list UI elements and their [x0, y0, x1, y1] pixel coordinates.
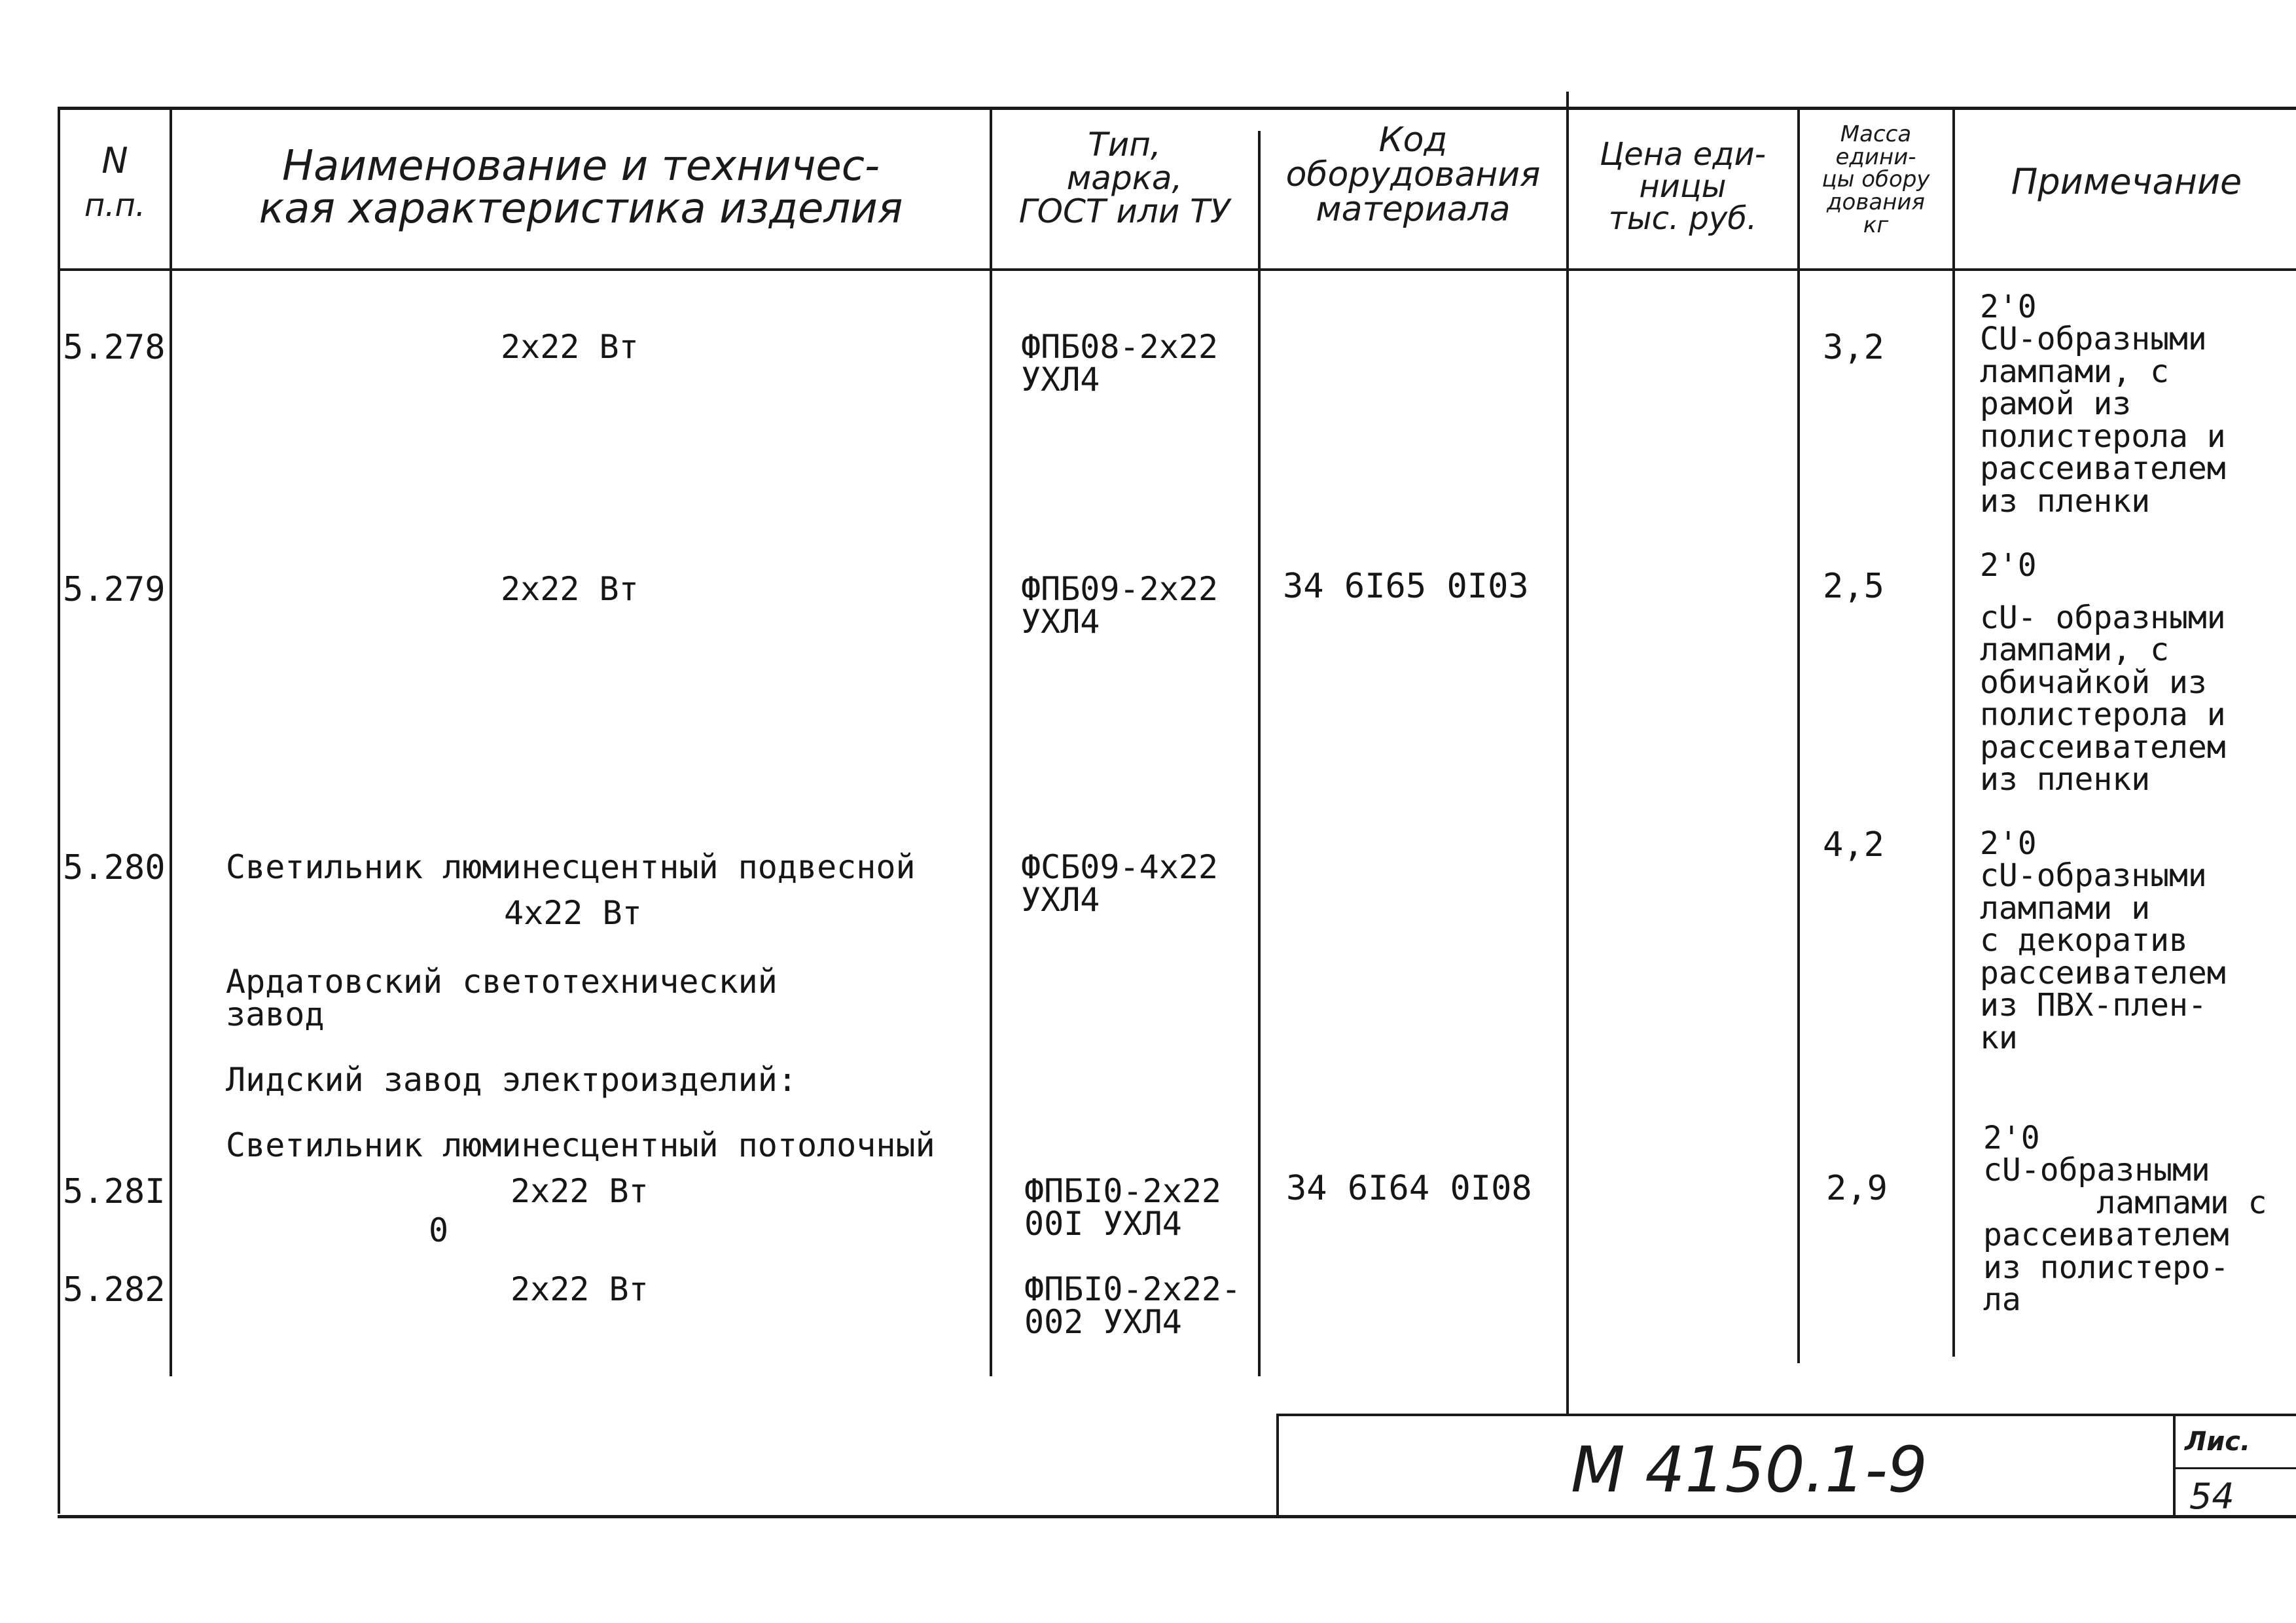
stamp-left-border: [1276, 1414, 1279, 1518]
row-279-type: ФПБ09-2х22 УХЛ4: [1021, 570, 1219, 641]
row-281-mass: 2,9: [1826, 1169, 1888, 1208]
maker-ardatov: Ардатовский светотехнический завод: [226, 963, 778, 1033]
row-281-type: ФПБI0-2х22 00I УХЛ4: [1024, 1172, 1222, 1243]
header-mass: Масса едини- цы обору дования кг: [1821, 121, 1930, 238]
row-279-note-a: 2'0: [1980, 547, 2037, 584]
header-number-n: N: [101, 140, 128, 181]
sheet-number: 54: [2189, 1476, 2234, 1517]
row-278-number: 5.278: [63, 328, 166, 367]
header-bottom-border: [58, 268, 2296, 271]
row-282-name: 2x22 Вт: [511, 1270, 649, 1308]
row-281-name: 2x22 Вт: [511, 1172, 649, 1210]
row-280-type: ФСБ09-4х22 УХЛ4: [1021, 848, 1219, 919]
row-279-name: 2x22 Вт: [501, 570, 639, 608]
page-bottom-border: [58, 1515, 2296, 1518]
header-price: Цена еди- ницы тыс. руб.: [1599, 136, 1767, 237]
row-278-type: ФПБ08-2х22 УХЛ4: [1021, 328, 1219, 399]
col-line-3: [990, 107, 992, 1376]
header-code: Код оборудования материала: [1285, 120, 1541, 230]
row-282-number: 5.282: [63, 1270, 166, 1310]
row-281-number: 5.28I: [63, 1172, 166, 1211]
row-279-number: 5.279: [63, 570, 166, 609]
col-line-1: [58, 107, 60, 1514]
table-top-border: [58, 107, 2296, 110]
stamp-sheet-divider: [2173, 1414, 2176, 1518]
header-type: Тип, марка, ГОСТ или ТУ: [1018, 126, 1230, 230]
col-line-2: [170, 107, 172, 1376]
row-281-note: 2'0 cU-образными лампами с рассеивателем из полистеро- ла: [1983, 1120, 2267, 1319]
row-281-name-sub: 0: [429, 1211, 449, 1249]
sheet-label: Лис.: [2185, 1427, 2251, 1457]
document-code: М 4150.1-9: [1571, 1433, 1928, 1507]
row-280-number: 5.280: [63, 848, 166, 887]
col-line-6: [1797, 107, 1800, 1363]
stamp-top-border: [1276, 1414, 2296, 1416]
row-280-name: Светильник люминесцентный подвесной: [226, 848, 916, 886]
row-278-name: 2x22 Вт: [501, 328, 639, 366]
row-280-mass: 4,2: [1823, 825, 1884, 865]
col-line-7: [1952, 107, 1955, 1357]
header-name: Наименование и техничес- кая характеристика изделия: [259, 142, 903, 234]
col-line-5: [1566, 92, 1569, 1414]
stamp-sheet-midline: [2173, 1467, 2296, 1469]
row-282-type: ФПБI0-2х22- 002 УХЛ4: [1024, 1270, 1242, 1341]
section-ceiling-luminaire: Светильник люминесцентный потолочный: [226, 1126, 935, 1164]
row-278-note: 2'0 СU-образными лампами, с рамой из полистерола и рассеивателем из пленки: [1980, 289, 2226, 520]
col-line-4: [1258, 131, 1261, 1376]
row-279-mass: 2,5: [1823, 567, 1884, 606]
maker-lida: Лидский завод электроизделий:: [226, 1061, 797, 1099]
row-281-code: 34 6I64 0I08: [1286, 1169, 1532, 1208]
row-280-note: 2'0 cU-образными лампами и с декоратив рассеивателем из ПВХ-плен- ки: [1980, 825, 2226, 1056]
header-number-pp: п.п.: [84, 187, 146, 224]
row-279-code: 34 6I65 0I03: [1283, 567, 1529, 606]
row-278-mass: 3,2: [1823, 328, 1884, 367]
row-280-name-power: 4х22 Вт: [504, 894, 642, 932]
row-279-note-b: cU- образными лампами, с обичайкой из полистерола и рассеивателем из пленки: [1980, 599, 2226, 798]
header-note: Примечание: [2011, 161, 2242, 202]
